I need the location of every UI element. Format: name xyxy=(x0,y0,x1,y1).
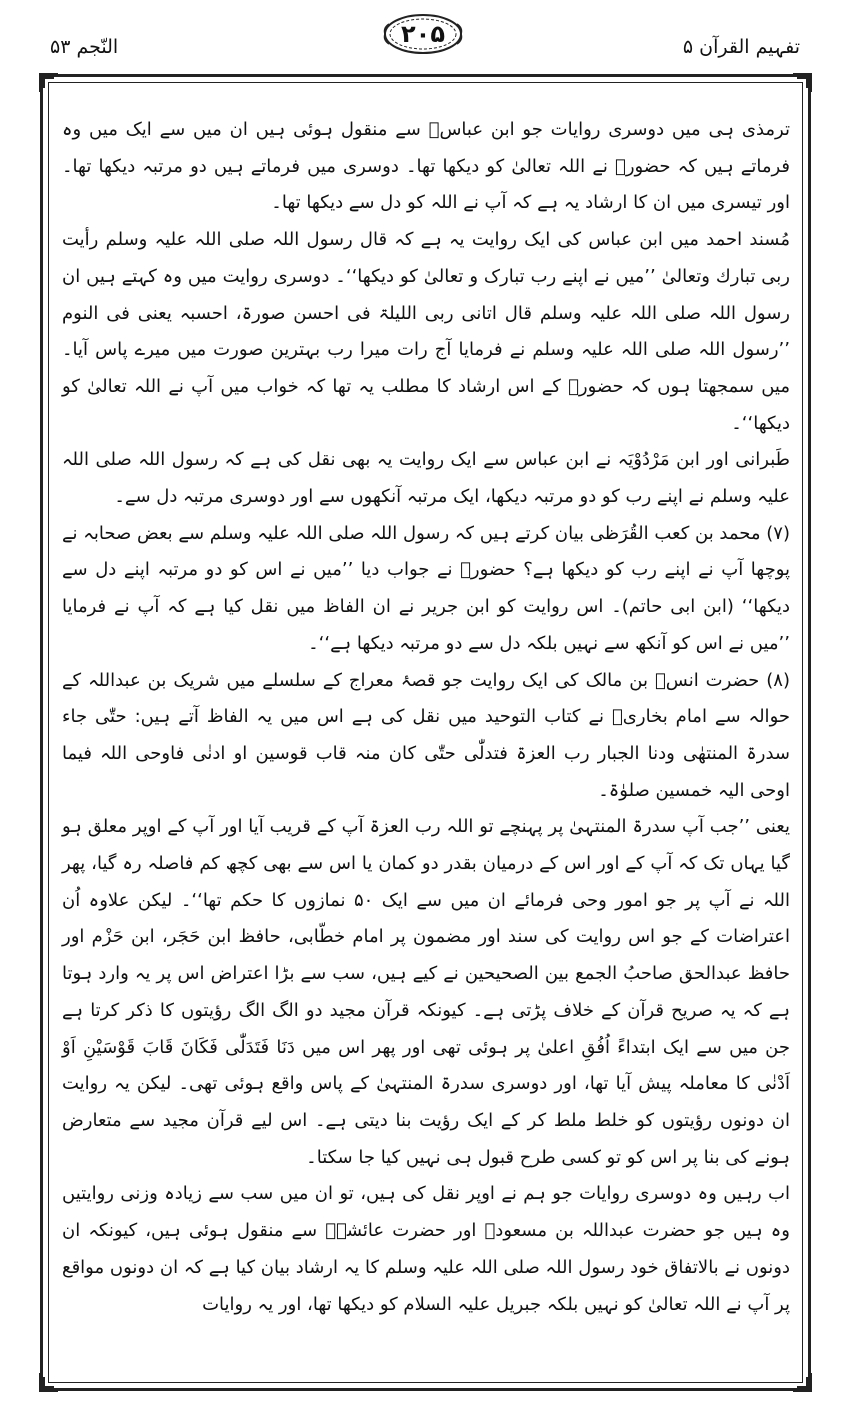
corner-ornament-icon xyxy=(791,1371,813,1393)
paragraph: ترمذی ہی میں دوسری روایات جو ابن عباسؓ سے منقول ہوئی ہیں ان میں سے ایک میں وہ فرماتے ہیں کہ حضورؐ نے اللہ تعالیٰ کو دیکھا تھا۔ دوسری میں فرماتے ہیں دو مرتبہ دیکھا تھا۔ اور تیسری میں ان کا ارشاد یہ ہے کہ آپ نے اللہ کو دل سے دیکھا تھا۔ xyxy=(62,119,790,214)
page-number: ۲۰۵ xyxy=(401,20,445,48)
paragraph: یعنی ’’جب آپ سدرۃ المنتہیٰ پر پہنچے تو اللہ رب العزۃ آپ کے قریب آیا اور آپ کے اوپر معلق ہو گیا یہاں تک کہ آپ کے اور اس کے درمیان بقدر دو کمان یا اس سے بھی کچھ کم فاصلہ رہ گیا، پھر اللہ نے آپ پر جو امور وحی فرمائے ان میں سے ایک ۵۰ نمازوں کا حکم تھا‘‘۔ لیکن علاوہ اُن اعتراضات کے جو اس روایت کی سند اور مضمون پر امام خطّابی، حافظ ابن حَجَر، ابن حَزْم اور حافظ عبدالحق صاحبُ الجمع بین الصحیحین نے کیے ہیں، سب سے بڑا اعتراض اس پر یہ وارد ہوتا ہے کہ یہ صریح قرآن کے خلاف پڑتی ہے۔ کیونکہ قرآن مجید دو الگ الگ رؤیتوں کا ذکر کرتا ہے جن میں سے ایک ابتداءً اُفُقِ اعلیٰ پر ہوئی تھی اور پھر اس میں دَنَا فَتَدَلّٰی فَکَانَ قَابَ قَوْسَیْنِ اَوْ اَدْنٰی کا معاملہ پیش آیا تھا، اور دوسری سدرۃ المنتہیٰ کے پاس واقع ہوئی تھی۔ لیکن یہ روایت ان دونوں رؤیتوں کو خلط ملط کر کے ایک رؤیت بنا دیتی ہے۔ اس لیے قرآن مجید سے متعارض ہونے کی بنا پر اس کو تو کسی طرح قبول ہی نہیں کیا جا سکتا۔ xyxy=(62,816,790,1168)
corner-ornament-icon xyxy=(791,72,813,94)
paragraph: (۷) محمد بن کعب القُرَظی بیان کرتے ہیں کہ رسول اللہ صلی اللہ علیہ وسلم سے بعض صحابہ نے پوچھا آپ نے اپنے رب کو دیکھا ہے؟ حضورؐ نے جواب دیا ’’میں نے اس کو دو مرتبہ اپنے دل سے دیکھا‘‘ (ابن ابی حاتم)۔ اس روایت کو ابن جریر نے ان الفاظ میں نقل کیا ہے کہ آپ نے فرمایا ’’میں نے اس کو آنکھ سے نہیں بلکہ دل سے دو مرتبہ دیکھا ہے‘‘۔ xyxy=(62,522,790,654)
surah-heading: النّجم ۵۳ xyxy=(50,36,119,58)
page-header xyxy=(40,8,810,70)
book-title: تفہیم القرآن ۵ xyxy=(682,36,800,58)
page-number-badge xyxy=(382,12,464,56)
paragraph: اب رہیں وہ دوسری روایات جو ہم نے اوپر نقل کی ہیں، تو ان میں سب سے زیادہ وزنی روایتیں وہ ہیں جو حضرت عبداللہ بن مسعودؓ اور حضرت عائشہؓ سے منقول ہوئی ہیں، کیونکہ ان دونوں نے بالاتفاق خود رسول اللہ صلی اللہ علیہ وسلم کا یہ ارشاد بیان کیا ہے کہ ان دونوں مواقع پر آپ نے اللہ تعالیٰ کو نہیں بلکہ جبریل علیہ السلام کو دیکھا تھا، اور یہ روایات xyxy=(62,1183,790,1315)
page-body xyxy=(62,112,790,1377)
paragraph: مُسند احمد میں ابن عباس کی ایک روایت یہ ہے کہ قال رسول اللہ صلی اللہ علیہ وسلم رأیت ربی تبارك وتعالیٰ ’’میں نے اپنے رب تبارک و تعالیٰ کو دیکھا‘‘۔ دوسری روایت میں وہ کہتے ہیں ان رسول اللہ صلی اللہ علیہ وسلم قال اتانی ربی اللیلۃ فی احسن صورۃ، احسبہ یعنی فی النوم ’’رسول اللہ صلی اللہ علیہ وسلم نے فرمایا آج رات میرا رب بہترین صورت میں میرے پاس آیا۔ میں سمجھتا ہوں کہ حضورؐ کے اس ارشاد کا مطلب یہ تھا کہ خواب میں آپ نے اللہ تعالیٰ کو دیکھا‘‘۔ xyxy=(62,229,790,434)
corner-ornament-icon xyxy=(38,1371,60,1393)
corner-ornament-icon xyxy=(38,72,60,94)
paragraph: (۸) حضرت انسؓ بن مالک کی ایک روایت جو قصۂ معراج کے سلسلے میں شریک بن عبداللہ کے حوالہ سے امام بخاریؒ نے کتاب التوحید میں نقل کی ہے اس میں یہ الفاظ آتے ہیں: حتّٰی جاء سدرۃ المنتھٰی ودنا الجبار رب العزۃ فتدلّٰی حتّٰی کان منہ قاب قوسین او ادنٰی فاوحی اللہ فیما اوحی الیہ خمسین صلوٰۃ۔ xyxy=(62,669,790,801)
paragraph: طَبرانی اور ابن مَرْدُوْیَہ نے ابن عباس سے ایک روایت یہ بھی نقل کی ہے کہ رسول اللہ صلی اللہ علیہ وسلم نے اپنے رب کو دو مرتبہ دیکھا، ایک مرتبہ آنکھوں سے اور دوسری مرتبہ دل سے۔ xyxy=(62,449,790,508)
